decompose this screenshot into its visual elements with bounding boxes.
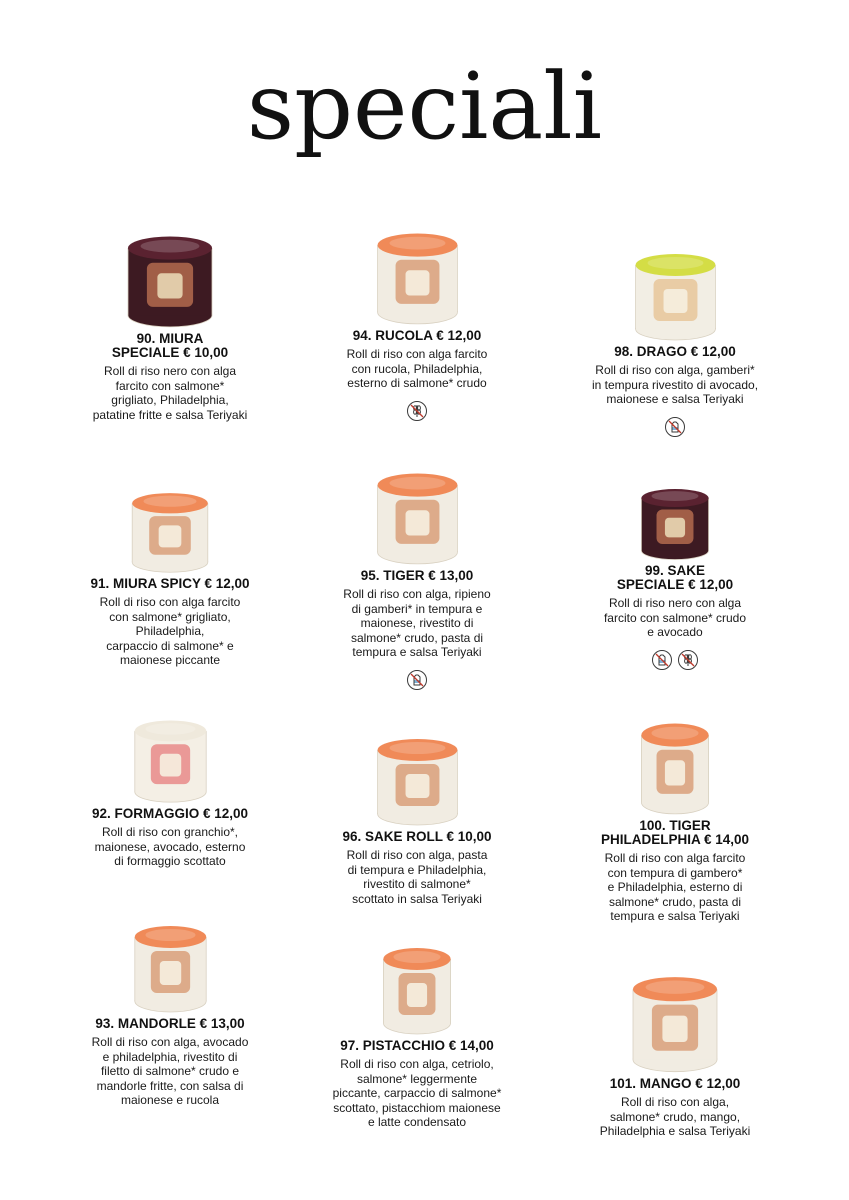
sushi-roll-photo <box>628 243 723 343</box>
item-description: Roll di riso con alga, ripieno di gamberi* in tempura e maionese, rivestito di salmone* crudo, pasta di tempura e salsa Teriyaki <box>343 587 491 659</box>
no-lactose-icon <box>665 417 685 437</box>
no-lactose-icon <box>652 650 672 670</box>
item-description: Roll di riso con alga, cetriolo, salmone* leggermente piccante, carpaccio di salmone* scottato, pistacchiom maionese e latte condensato <box>332 1057 502 1129</box>
item-name-price: 96. SAKE ROLL € 10,00 <box>342 829 492 844</box>
menu-item-rucola <box>302 222 532 421</box>
item-name-price: 95. TIGER € 13,00 <box>360 568 474 583</box>
item-name-price: 100. TIGER PHILADELPHIA € 14,00 <box>600 818 750 847</box>
item-description: Roll di riso con alga, pasta di tempura e Philadelphia, rivestito di salmone* scottato in salsa Teriyaki <box>346 848 488 906</box>
allergen-icons <box>302 401 532 421</box>
sushi-roll-photo <box>128 710 213 805</box>
allergen-icons <box>302 670 532 690</box>
menu-item-drago <box>560 243 790 437</box>
no-lactose-icon <box>407 670 427 690</box>
menu-item-mandorle <box>55 915 285 1108</box>
menu-item-sake-roll <box>302 728 532 906</box>
menu-item-pistacchio <box>302 937 532 1130</box>
allergen-icons <box>560 650 790 670</box>
sushi-roll-photo <box>128 915 213 1015</box>
sushi-roll-photo <box>377 937 457 1037</box>
item-name-price: 91. MIURA SPICY € 12,00 <box>90 576 250 591</box>
page-title: speciali <box>246 53 603 160</box>
item-name-price: 98. DRAGO € 12,00 <box>614 344 736 359</box>
menu-item-mango <box>560 965 790 1139</box>
menu-item-formaggio <box>55 710 285 869</box>
sushi-roll-photo <box>125 483 215 575</box>
item-description: Roll di riso con granchio*, maionese, avocado, esterno di formaggio scottato <box>94 825 246 868</box>
item-name-price: 93. MANDORLE € 13,00 <box>95 1016 245 1031</box>
allergen-icons <box>560 417 790 437</box>
menu-item-tiger-philadelphia <box>560 712 790 924</box>
item-description: Roll di riso con alga, avocado e philadelphia, rivestito di filetto di salmone* crudo e mandorle fritte, con salsa di maionese e rucola <box>91 1035 249 1107</box>
sushi-roll-photo <box>635 480 715 562</box>
item-name-price: 92. FORMAGGIO € 12,00 <box>91 806 249 821</box>
menu-item-sake-speciale <box>560 480 790 670</box>
sushi-roll-photo <box>120 225 220 330</box>
item-name-price: 97. PISTACCHIO € 14,00 <box>340 1038 494 1053</box>
item-description: Roll di riso con alga farcito con salmone* grigliato, Philadelphia, carpaccio di salmone* e maionese piccante <box>99 595 241 667</box>
item-name-price: 94. RUCOLA € 12,00 <box>352 328 482 343</box>
item-name-price: 90. MIURA SPECIALE € 10,00 <box>111 331 229 360</box>
item-description: Roll di riso con alga, salmone* crudo, mango, Philadelphia e salsa Teriyaki <box>599 1095 751 1138</box>
item-description: Roll di riso nero con alga farcito con salmone* grigliato, Philadelphia, patatine fritte e salsa Teriyaki <box>92 364 248 422</box>
item-name-price: 99. SAKE SPECIALE € 12,00 <box>616 563 734 592</box>
menu-item-miura-speciale <box>55 225 285 422</box>
item-description: Roll di riso con alga farcito con rucola, Philadelphia, esterno di salmone* crudo <box>346 347 488 390</box>
item-description: Roll di riso con alga farcito con tempura di gambero* e Philadelphia, esterno di salmone* crudo, pasta di tempura e salsa Teriyaki <box>604 851 746 923</box>
sushi-roll-photo <box>625 965 725 1075</box>
sushi-roll-photo <box>635 712 715 817</box>
item-description: Roll di riso con alga, gamberi* in tempura rivestito di avocado, maionese e salsa Teriyaki <box>591 363 759 406</box>
item-name-price: 101. MANGO € 12,00 <box>609 1076 741 1091</box>
no-gluten-icon <box>678 650 698 670</box>
menu-item-miura-spicy <box>55 483 285 668</box>
sushi-roll-photo <box>370 728 465 828</box>
menu-item-tiger <box>302 462 532 690</box>
sushi-roll-photo <box>370 462 465 567</box>
no-gluten-icon <box>407 401 427 421</box>
item-description: Roll di riso nero con alga farcito con salmone* crudo e avocado <box>603 596 747 639</box>
sushi-roll-photo <box>370 222 465 327</box>
